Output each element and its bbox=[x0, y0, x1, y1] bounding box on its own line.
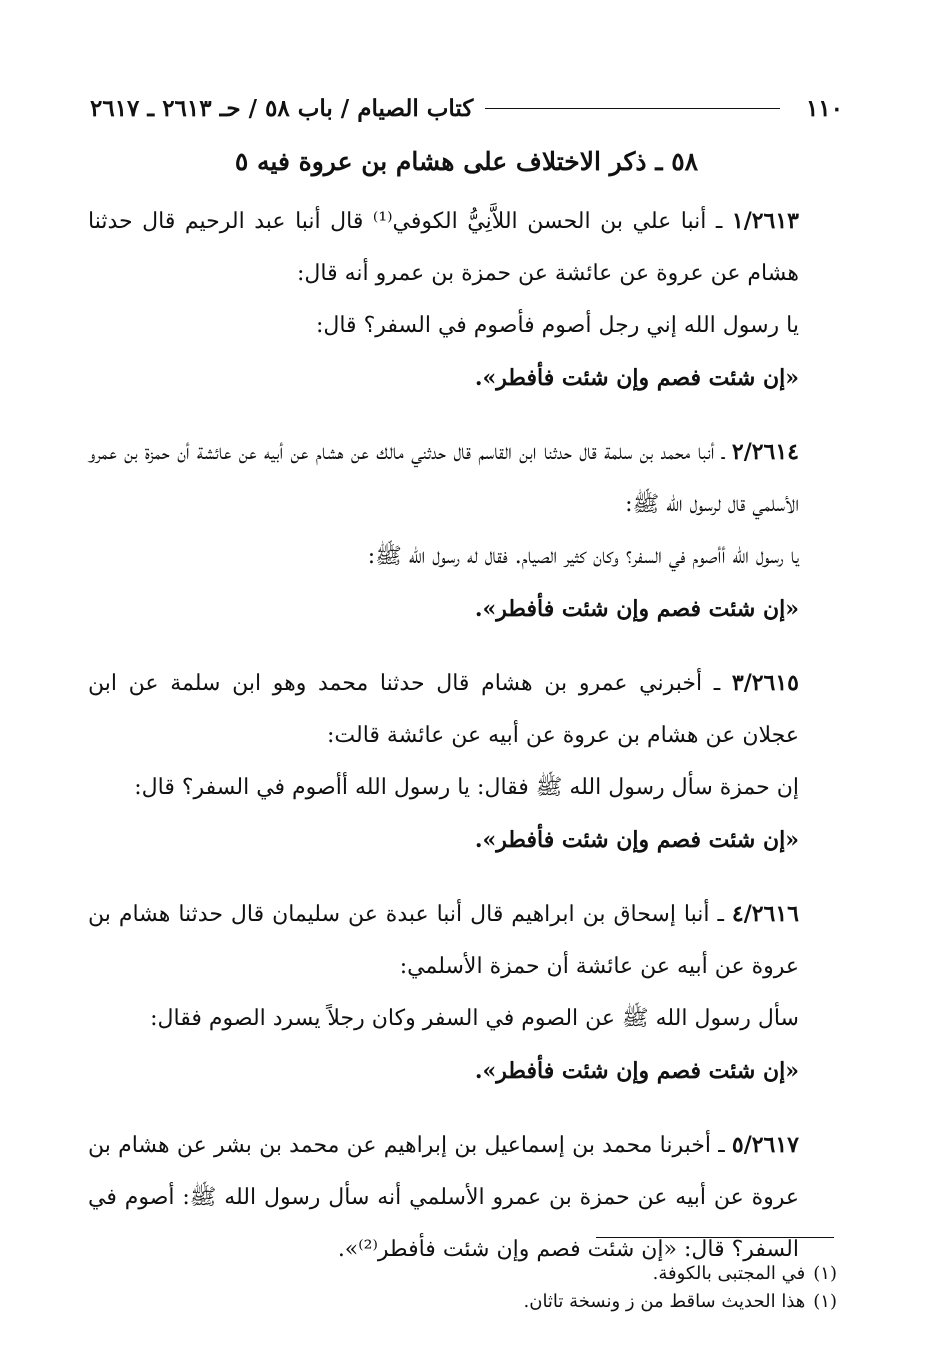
footnote-marker: (١) bbox=[813, 1263, 837, 1284]
header-rule bbox=[485, 108, 780, 109]
prophetic-saying: «إن شئت فصم وإن شئت فأفطر». bbox=[474, 1058, 799, 1084]
footnote-text: في المجتبى بالكوفة. bbox=[652, 1263, 806, 1284]
hadith-full-text bbox=[88, 1119, 843, 1276]
hadith-block bbox=[88, 426, 843, 635]
hadith-number: ٢/٢٦١٤ bbox=[731, 439, 799, 465]
footnote-text: هذا الحديث ساقط من ز ونسخة تاثان. bbox=[523, 1291, 806, 1312]
page-header bbox=[90, 88, 843, 128]
prophetic-saying: «إن شئت فصم وإن شئت فأفطر». bbox=[474, 596, 799, 622]
hadith-isnad bbox=[88, 888, 843, 993]
hadith-matn: سأل رسول الله ﷺ عن الصوم في السفر وكان رجلاً يسرد الصوم فقال: bbox=[150, 1006, 799, 1031]
isnad-text: ـ أخبرني عمرو بن هشام قال حدثنا محمد وهو ابن سلمة عن ابن عجلان عن هشام بن عروة عن أبيه عن عائشة قالت: bbox=[88, 671, 799, 748]
hadith-number: ٥/٢٦١٧ bbox=[731, 1132, 799, 1158]
hadith-block bbox=[88, 1119, 843, 1276]
isnad-text: ـ أنبا محمد بن سلمة قال حدثنا ابن القاسم قال حدثني مالك عن هشام عن أبيه عن عائشة أن حمزة بن عمرو الأسلمي قال لرسول الله ﷺ: bbox=[88, 440, 799, 517]
prophetic-saying: «إن شئت فصم وإن شئت فأفطر». bbox=[474, 827, 799, 853]
footnote-marker: (١) bbox=[813, 1291, 837, 1312]
footnote-divider bbox=[596, 1237, 834, 1238]
body-text bbox=[88, 195, 843, 1298]
prophetic-saying: «إن شئت فصم وإن شئت فأفطر». bbox=[474, 365, 799, 391]
hadith-number: ٤/٢٦١٦ bbox=[731, 901, 799, 927]
hadith-isnad bbox=[88, 657, 843, 762]
hadith-matn: يا رسول الله إني رجل أصوم فأصوم في السفر؟ قال: bbox=[315, 313, 799, 338]
hadith-number: ١/٢٦١٣ bbox=[731, 208, 799, 234]
hadith-block bbox=[88, 888, 843, 1097]
hadith-block bbox=[88, 195, 843, 404]
hadith-text: ـ أخبرنا محمد بن إسماعيل بن إبراهيم عن محمد بن بشر عن هشام بن عروة عن أبيه عن حمزة بن عمرو الأسلمي أنه سأل رسول الله ﷺ: أصوم في السفر؟ قال: «إن شئت فصم وإن شئت فأفطر⁽²⁾». bbox=[88, 1133, 799, 1262]
hadith-block bbox=[88, 657, 843, 866]
hadith-isnad bbox=[88, 195, 843, 300]
chapter-title: ٥٨ ـ ذكر الاختلاف على هشام بن عروة فيه ٥ bbox=[234, 147, 699, 176]
isnad-text: ـ أنبا علي بن الحسن اللاَّنِيُّ الكوفي⁽¹⁾ قال أنبا عبد الرحيم قال حدثنا هشام عن عروة عن عائشة عن حمزة بن عمرو أنه قال: bbox=[88, 209, 799, 286]
hadith-matn: يا رسول الله أأصوم في السفر؟ وكان كثير الصيام. فقال له رسول الله ﷺ: bbox=[367, 544, 799, 569]
page-number: ١١٠ bbox=[805, 94, 843, 122]
running-title: كتاب الصيام / باب ٥٨ / حـ ٢٦١٣ ـ ٢٦١٧ bbox=[90, 94, 474, 122]
hadith-isnad bbox=[88, 426, 843, 531]
footnote bbox=[90, 1260, 837, 1288]
footnote bbox=[90, 1288, 837, 1316]
hadith-matn: إن حمزة سأل رسول الله ﷺ فقال: يا رسول الله أأصوم في السفر؟ قال: bbox=[134, 775, 799, 800]
hadith-number: ٣/٢٦١٥ bbox=[731, 670, 799, 696]
isnad-text: ـ أنبا إسحاق بن ابراهيم قال أنبا عبدة عن سليمان قال حدثنا هشام بن عروة عن أبيه عن عائشة أن حمزة الأسلمي: bbox=[88, 902, 799, 979]
footnotes bbox=[90, 1260, 837, 1316]
